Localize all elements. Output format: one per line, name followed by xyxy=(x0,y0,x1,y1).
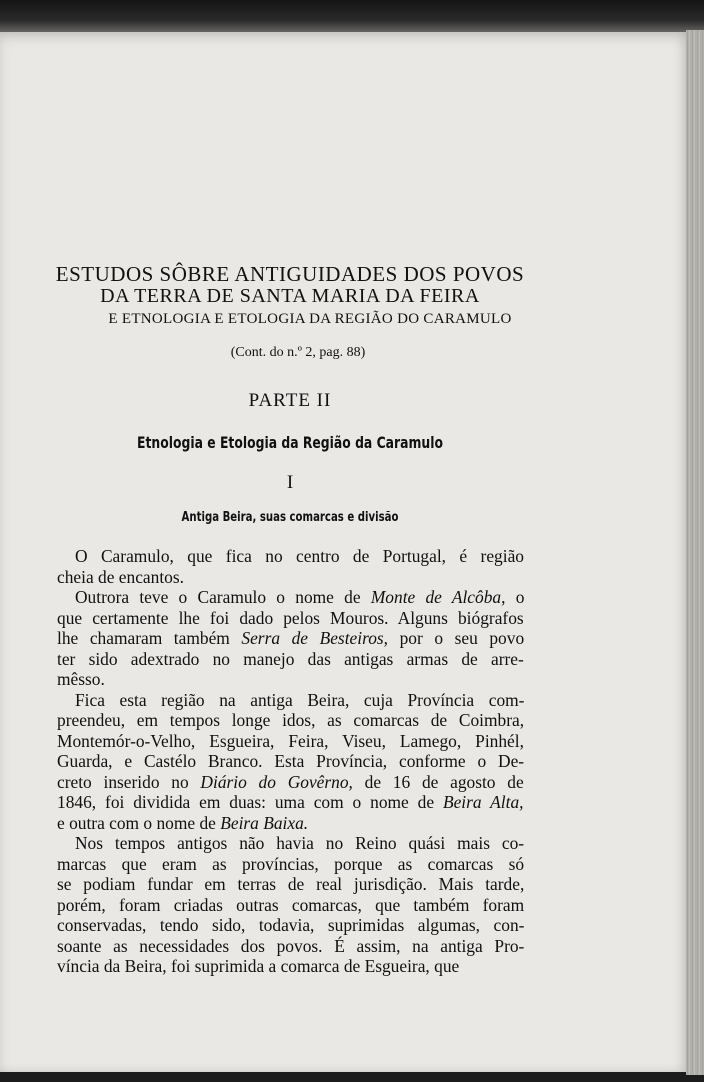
text-line: Fica esta região na antiga Beira, cuja Província com- xyxy=(75,689,525,710)
chapter-title: Antiga Beira, suas comarcas e divisão xyxy=(181,510,399,525)
text-line: marcas que eram as províncias, porque as comarcas só xyxy=(57,853,525,874)
page-stack-edge xyxy=(686,30,704,1075)
paragraph-1 xyxy=(57,546,524,587)
text-line: preendeu, em tempos longe idos, as comarcas de Coimbra, xyxy=(57,710,525,730)
text-line: 1846, foi dividida em duas: uma com o nome de Beira Alta, xyxy=(57,792,524,812)
italic-place-name: Beira Alta, xyxy=(442,792,524,812)
continuation-note: (Cont. do n.º 2, pag. 88) xyxy=(230,345,366,360)
text-line: Guarda, e Castélo Branco. Esta Província, conforme o De- xyxy=(57,751,525,771)
text-line: O Caramulo, que fica no centro de Portugal, é região xyxy=(75,546,524,566)
body-text xyxy=(57,546,524,977)
chapter-number: I xyxy=(286,472,294,493)
text-line: conservadas, tendo sido, todavia, suprimidas algumas, con- xyxy=(57,915,525,935)
text-line: Montemór-o-Velho, Esgueira, Feira, Viseu, Lamego, Pinhél, xyxy=(57,730,524,751)
text-line: soante as necessidades dos povos. É assim, na antiga Pro- xyxy=(57,935,525,956)
text-line: porém, foram criadas outras comarcas, que também foram xyxy=(57,894,525,915)
paragraph-4 xyxy=(57,833,524,977)
text-line: se podiam fundar em terras de real jurisdição. Mais tarde, xyxy=(57,874,525,894)
title-line-3: E ETNOLOGIA E ETOLOGIA DA REGIÃO DO CARAMULO xyxy=(108,311,512,327)
italic-publication: Diário do Govêrno, xyxy=(200,771,353,792)
paragraph-3 xyxy=(57,690,524,834)
text-line: Outrora teve o Caramulo o nome de Monte de Alcôba, o xyxy=(75,587,525,607)
text-line: cheia de encantos. xyxy=(57,566,184,587)
text-line: mêsso. xyxy=(57,669,105,689)
title-line-1: ESTUDOS SÔBRE ANTIGUIDADES DOS POVOS xyxy=(55,262,525,286)
text-line: que certamente lhe foi dado pelos Mouros. Alguns biógrafos xyxy=(57,607,524,628)
italic-place-name: Serra de Besteiros, xyxy=(241,628,389,648)
text-line: Nos tempos antigos não havia no Reino quási mais co- xyxy=(75,833,525,853)
part-heading: PARTE II xyxy=(248,390,332,411)
scan-top-shadow xyxy=(0,0,704,34)
text-line: víncia da Beira, foi suprimida a comarca de Esgueira, que xyxy=(57,956,460,976)
paragraph-2 xyxy=(57,587,524,690)
italic-place-name: Monte de Alcôba xyxy=(370,587,502,607)
text-line: lhe chamaram também Serra de Besteiros, por o seu povo xyxy=(57,628,525,648)
text-line: creto inserido no Diário do Govêrno, de 16 de agosto de xyxy=(57,771,524,792)
part-subtitle: Etnologia e Etologia da Região da Caramulo xyxy=(137,433,443,452)
text-line: ter sido adextrado no manejo das antigas armas de arre- xyxy=(57,648,524,669)
italic-place-name: Beira Baixa. xyxy=(220,812,309,833)
text-line: e outra com o nome de Beira Baixa. xyxy=(57,812,309,833)
title-line-2: DA TERRA DE SANTA MARIA DA FEIRA xyxy=(100,285,480,307)
